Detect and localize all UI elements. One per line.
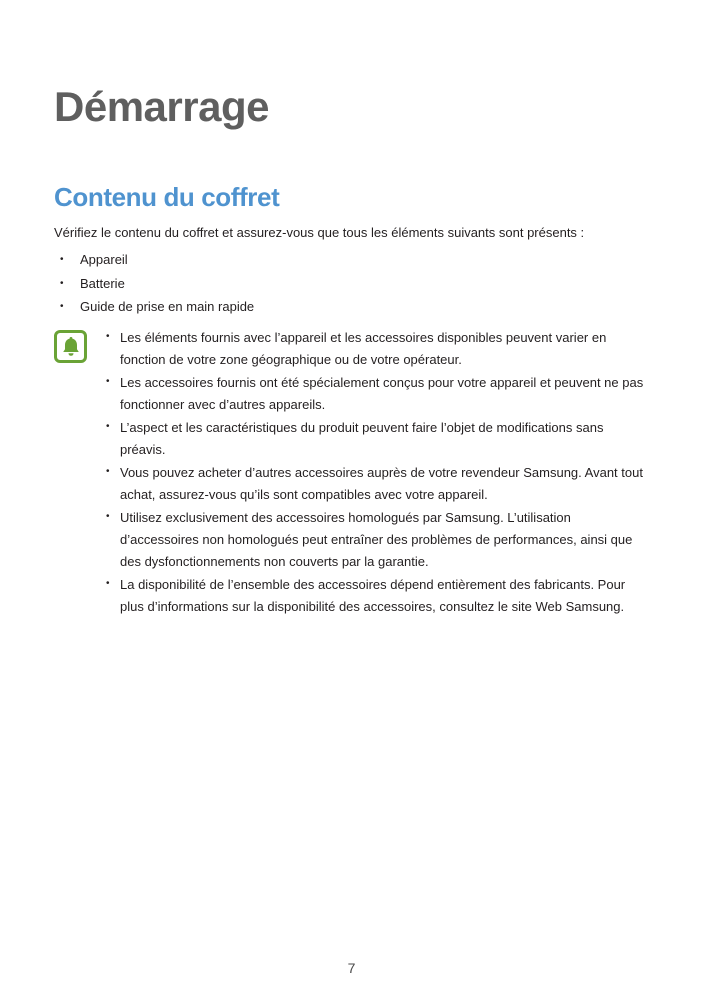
note-text: Les éléments fournis avec l’appareil et les accessoires disponibles peuvent varier en fonction de votre zone géographique ou de votre opérateur.	[120, 330, 607, 367]
note-text: Les accessoires fournis ont été spécialement conçus pour votre appareil et peuvent ne pas fonctionner avec d’autres appareils.	[120, 375, 644, 412]
note-item	[100, 372, 650, 416]
note-item	[100, 327, 650, 371]
section-intro: Vérifiez le contenu du coffret et assurez-vous que tous les éléments suivants sont présents :	[54, 225, 585, 240]
bullet: •	[106, 578, 110, 589]
page-title: Démarrage	[54, 83, 269, 130]
bell-icon-graphic	[60, 336, 82, 358]
bullet: •	[60, 254, 64, 265]
note-text: L’aspect et les caractéristiques du produit peuvent faire l’objet de modifications sans préavis.	[120, 420, 604, 457]
bullet: •	[60, 301, 64, 312]
note-text: La disponibilité de l’ensemble des accessoires dépend entièrement des fabricants. Pour plus d’informations sur la disponibilité des accessoires, consultez le site Web Samsung.	[120, 577, 626, 614]
list-item-label: Batterie	[80, 275, 125, 291]
list-item	[54, 274, 254, 298]
list-item	[54, 250, 254, 274]
bullet: •	[106, 331, 110, 342]
list-item	[54, 297, 254, 321]
note-item	[100, 574, 650, 618]
list-item-label: Appareil	[80, 252, 128, 267]
section-title: Contenu du coffret	[54, 182, 280, 212]
bell-icon	[54, 330, 87, 363]
page-number: 7	[347, 960, 356, 976]
bullet: •	[106, 466, 110, 477]
bullet: •	[106, 511, 110, 522]
note-text: Utilisez exclusivement des accessoires homologués par Samsung. L’utilisation d’accessoires non homologués peut entraîner des problèmes de performances, ainsi que des dysfonctionnements non couverts par la garantie.	[120, 510, 633, 569]
bullet: •	[106, 376, 110, 387]
note-text: Vous pouvez acheter d’autres accessoires auprès de votre revendeur Samsung. Avant tout achat, assurez-vous qu’ils sont compatibles avec votre appareil.	[120, 465, 643, 502]
note-item	[100, 507, 650, 573]
bullet: •	[106, 421, 110, 432]
notes-list	[100, 327, 650, 619]
note-item	[100, 417, 650, 461]
contents-list	[54, 250, 254, 321]
bullet: •	[60, 277, 64, 289]
note-item	[100, 462, 650, 506]
list-item-label: Guide de prise en main rapide	[80, 299, 255, 314]
